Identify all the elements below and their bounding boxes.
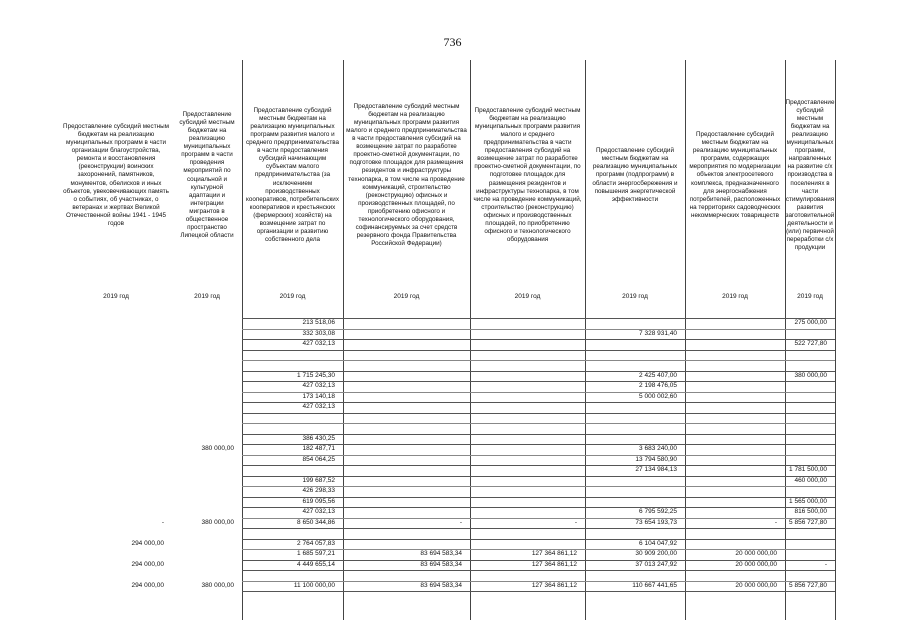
year-label: 2019 год [103, 293, 129, 300]
table-cell: 427 032,13 [302, 382, 335, 389]
table-cell: - [774, 518, 777, 526]
table-cell: 427 032,13 [302, 403, 335, 410]
row-line [242, 591, 835, 592]
table-cell: 3 683 240,00 [639, 445, 677, 452]
column-header-text: Предоставление субсидий местным бюджетам на реализацию муниципальных программ (подпрограмм) в области энергосбережения и повышения энергетической эффективности [592, 147, 678, 203]
table-cell: 11 100 000,00 [293, 581, 335, 589]
row-line [242, 413, 835, 414]
table-cell: 27 134 984,13 [635, 466, 677, 473]
table-cell: 332 303,08 [302, 329, 335, 337]
table-cell: 426 298,33 [302, 487, 335, 494]
table-cell: 1 565 000,00 [789, 497, 827, 505]
column-header-c4 [343, 68, 470, 283]
table-cell: - [824, 560, 827, 568]
row-line [242, 423, 835, 424]
table-cell: 5 000 002,60 [639, 392, 677, 400]
table-cell: 854 064,25 [302, 455, 335, 463]
table-cell: 380 000,00 [201, 518, 234, 526]
table-cell: 83 694 583,34 [420, 581, 462, 589]
column-header-text: Предоставление субсидий местным бюджетам на реализацию муниципальных программ развития малого и среднего предпринимательства в части предоставления субсидий на возмещение затрат по разработке проектно-сметной документации, по подготовке площадок для размещения резидентов и инфраструктуры технопарка, в том числе на проведение коммуникаций, строительство (реконструкцию) офисных и производственных площадей, по приобретению офисного и технологического оборудования, софинансируемых за счет средств резервного фонда Правительства Российской Федерации) [346, 102, 467, 248]
table-cell: - [574, 518, 577, 526]
column-header-text: Предоставление субсидий местным бюджетам на реализацию муниципальных программ развития малого и среднего предпринимательства в части предоставления субсидий начинающим субъектам малого предпринимательства (за исключением производственных кооперативов, потребительских кооперативов и крестьянских (фермерских) хозяйств) на возмещение затрат по организации и развитию собственного дела [245, 106, 339, 244]
year-label: 2019 год [194, 293, 220, 300]
year-label: 2019 год [797, 293, 823, 300]
column-header-c5 [470, 68, 585, 283]
column-header-c1 [60, 68, 172, 283]
table-cell: 30 909 200,00 [635, 550, 677, 557]
table-cell: 127 364 861,12 [531, 560, 577, 568]
table-cell: - [459, 518, 462, 526]
table-cell: 2 764 057,83 [297, 539, 335, 547]
column-header-c6 [585, 68, 685, 283]
year-label: 2019 год [722, 293, 748, 300]
row-line [242, 360, 835, 361]
column-header-text: Предоставление субсидий местным бюджетам на реализацию муниципальных программ, содержащих мероприятия по модернизации объектов электросетевого комплекса, предназначенного для энергоснабжения потребителей, расположенных на территориях садоводческих некоммерческих товариществ [689, 130, 781, 219]
column-header-c8 [785, 68, 835, 283]
year-label: 2019 год [514, 293, 541, 300]
column-header-c3 [242, 68, 343, 283]
table-cell: 37 013 247,92 [635, 560, 677, 568]
table-cell: 199 687,52 [302, 476, 335, 484]
table-cell: 1 715 245,30 [297, 371, 335, 379]
table-cell: 1 685 597,21 [297, 550, 335, 557]
table-cell: 1 781 500,00 [789, 466, 827, 473]
year-label: 2019 год [393, 293, 420, 300]
row-line [242, 350, 835, 351]
table-cell: 20 000 000,00 [735, 581, 777, 589]
table-cell: - [161, 518, 164, 526]
row-line [242, 528, 835, 529]
table-cell: 6 795 592,25 [639, 508, 677, 515]
table-cell: 294 000,00 [131, 539, 164, 547]
table-cell: 2 425 407,00 [639, 371, 677, 379]
table-cell: 427 032,13 [302, 340, 335, 347]
table-cell: 83 694 583,34 [420, 560, 462, 568]
table-cell: 5 856 727,80 [789, 518, 827, 526]
table-cell: 294 000,00 [131, 560, 164, 568]
table-cell: 5 856 727,80 [789, 581, 827, 589]
table-cell: 2 198 476,05 [639, 382, 677, 389]
column-header-text: Предоставление субсидий местным бюджетам на реализацию муниципальных программ развития малого и среднего предпринимательства в части предоставления субсидий на возмещение затрат по разработке проектно-сметной документации, по подготовке площадок для размещения резидентов и инфраструктуры технопарка, в том числе на проведение коммуникаций, строительство (реконструкцию) офисных и производственных площадей, по приобретению офисного и технологического оборудования [473, 106, 582, 244]
table-cell: 127 364 861,12 [531, 550, 577, 557]
column-header-c2 [172, 68, 242, 283]
table-cell: 294 000,00 [131, 581, 164, 589]
table-cell: 8 650 344,86 [297, 518, 335, 526]
year-label: 2019 год [622, 293, 648, 300]
table-cell: 13 794 580,90 [635, 455, 677, 463]
row-line [242, 570, 835, 571]
column-header-c7 [685, 68, 785, 283]
page-number: 736 [443, 35, 462, 49]
table-cell: 20 000 000,00 [735, 550, 777, 557]
table-cell: 110 667 441,65 [632, 581, 677, 589]
column-header-text: Предоставление субсидий местным бюджетам на реализацию муниципальных программ, направленных на развитие с/х производства в поселениях в части стимулирования развития заготовительной деятельности и (или) первичной переработки с/х продукции [785, 98, 835, 252]
table-cell: 127 364 861,12 [531, 581, 577, 589]
table-cell: 522 727,80 [794, 340, 827, 347]
table-cell: 619 095,56 [302, 497, 335, 505]
table-cell: 380 000,00 [201, 581, 234, 589]
column-header-text: Предоставление субсидий местным бюджетам на реализацию муниципальных программ в части проведения мероприятий по социальной и культурной адаптации и интеграции мигрантов в общественное пространство Липецкой области [179, 110, 235, 240]
column-header-text: Предоставление субсидий местным бюджетам на реализацию муниципальных программ в части организации благоустройства, ремонта и восстановления (реконструкции) воинских захоронений, памятников, монументов, обелисков и иных объектов, увековечивающих память о событиях, об участниках, о ветеранах и жертвах Великой Отечественной войны 1941 - 1945 годов [63, 122, 169, 228]
table-cell: 380 000,00 [201, 445, 234, 452]
table-cell: 20 000 000,00 [735, 560, 777, 568]
table-cell: 380 000,00 [794, 371, 827, 379]
table-cell: 83 694 583,34 [420, 550, 462, 557]
row-line [242, 465, 835, 466]
table-cell: 275 000,00 [794, 319, 827, 326]
table-cell: 6 104 047,92 [639, 539, 677, 547]
table-cell: 7 328 931,40 [639, 329, 677, 337]
subsidy-table [60, 60, 835, 620]
table-cell: 427 032,13 [302, 508, 335, 515]
table-cell: 182 487,71 [302, 445, 335, 452]
table-cell: 73 654 193,73 [635, 518, 677, 526]
year-label: 2019 год [279, 293, 306, 300]
table-cell: 460 000,00 [794, 476, 827, 484]
table-cell: 816 500,00 [794, 508, 827, 515]
table-cell: 173 140,18 [302, 392, 335, 400]
table-cell: 4 449 655,14 [297, 560, 335, 568]
table-cell: 386 430,25 [302, 434, 335, 442]
table-cell: 213 518,06 [302, 319, 335, 326]
